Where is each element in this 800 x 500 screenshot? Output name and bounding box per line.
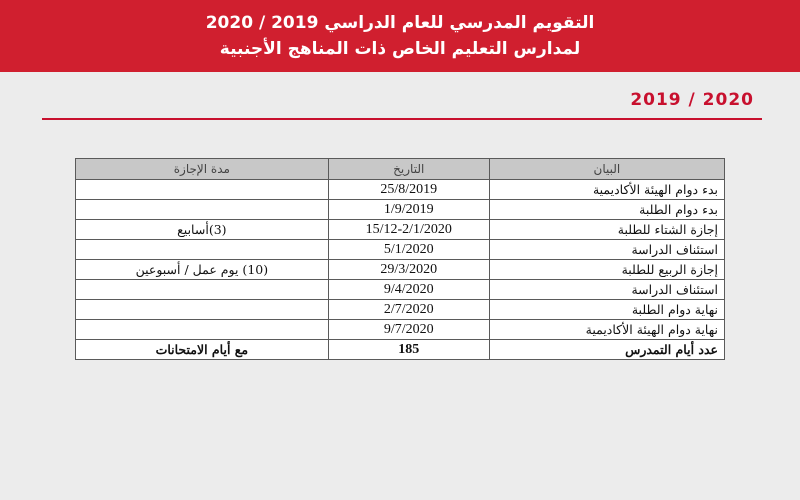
row-duration [76,200,329,220]
row-date: 5/1/2020 [328,240,489,260]
table-row [76,180,725,200]
row-label: إجازة الشتاء للطلبة [489,220,724,240]
header-banner [0,0,800,72]
row-label: استئناف الدراسة [489,280,724,300]
table-row [76,320,725,340]
row-date: 2/7/2020 [328,300,489,320]
row-duration [76,280,329,300]
row-duration [76,240,329,260]
total-note: مع أيام الامتحانات [76,340,329,360]
year-divider [42,118,762,120]
table-header-row [76,159,725,180]
row-date: 15/12-2/1/2020 [328,220,489,240]
header-label: البيان [489,159,724,180]
row-date: 1/9/2019 [328,200,489,220]
row-date: 29/3/2020 [328,260,489,280]
header-date: التاريخ [328,159,489,180]
row-label: بدء دوام الطلبة [489,200,724,220]
total-row [76,340,725,360]
row-date: 25/8/2019 [328,180,489,200]
row-duration [76,180,329,200]
header-subtitle: لمدارس التعليم الخاص ذات المناهج الأجنبية [219,39,581,59]
table-row [76,260,725,280]
school-calendar-table [75,158,725,360]
table-row [76,280,725,300]
row-label: استئناف الدراسة [489,240,724,260]
row-date: 9/4/2020 [328,280,489,300]
table-row [76,300,725,320]
table-row [76,220,725,240]
header-duration: مدة الإجازة [76,159,329,180]
row-duration [76,300,329,320]
row-duration: (3)أسابيع [76,220,329,240]
table-row [76,240,725,260]
total-value: 185 [328,340,489,360]
row-label: نهاية دوام الهيئة الأكاديمية [489,320,724,340]
header-title: التقويم المدرسي للعام الدراسي 2019 / 2020 [205,13,595,33]
row-duration [76,320,329,340]
row-label: نهاية دوام الطلبة [489,300,724,320]
row-label: إجازة الربيع للطلبة [489,260,724,280]
row-duration: (10) يوم عمل / أسبوعين [76,260,329,280]
row-date: 9/7/2020 [328,320,489,340]
table-row [76,200,725,220]
total-label: عدد أيام التمدرس [489,340,724,360]
row-label: بدء دوام الهيئة الأكاديمية [489,180,724,200]
academic-year-label: 2019 / 2020 [630,90,754,110]
